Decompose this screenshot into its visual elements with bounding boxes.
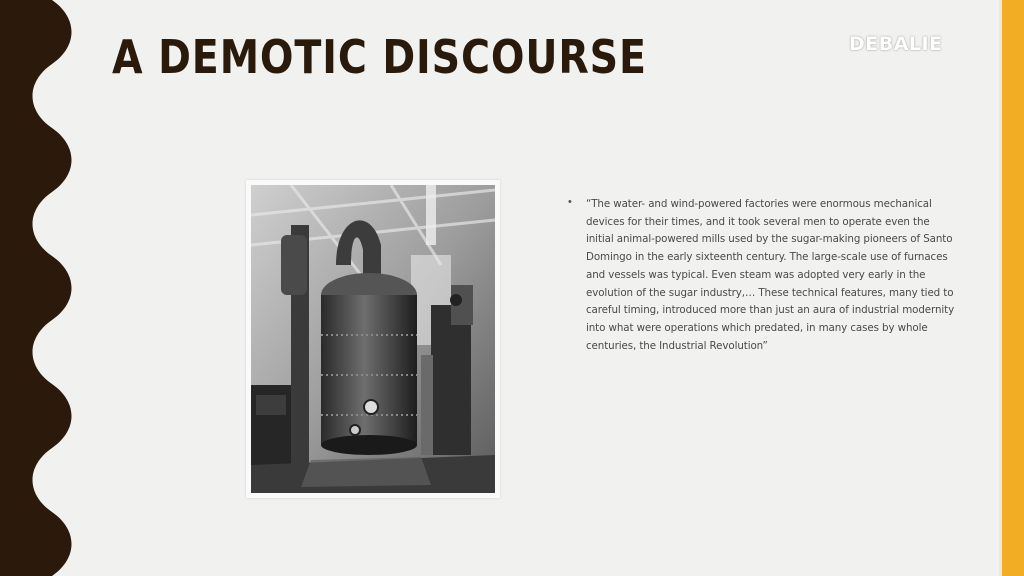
sugar-factory-machinery-image: [251, 185, 495, 493]
right-accent-stripe: [1002, 0, 1024, 576]
bullet-icon: •: [568, 196, 572, 208]
historical-quote: “The water- and wind-powered factories were enormous mechanical devices for their times, and it took several men to operate even the initial animal-powered mills used by the sugar-making pioneers of Santo Domingo in the early sixteenth century. The large-scale use of furnaces and vessels was typical. Even steam was adopted very early in the evolution of the sugar industry,… These technical features, many tied to careful timing, introduced more than just an aura of industrial modernity into what were operations which predated, in many cases by whole centuries, the Industrial Revolution”: [586, 198, 955, 352]
quote-bullet-list: [568, 196, 960, 355]
historic-boiler-photo: [246, 180, 500, 498]
list-item: [568, 196, 960, 355]
wavy-left-border: [0, 0, 80, 576]
debalie-logo: DEBALIE: [849, 33, 943, 55]
slide-title: A DEMOTIC DISCOURSE: [112, 30, 647, 84]
